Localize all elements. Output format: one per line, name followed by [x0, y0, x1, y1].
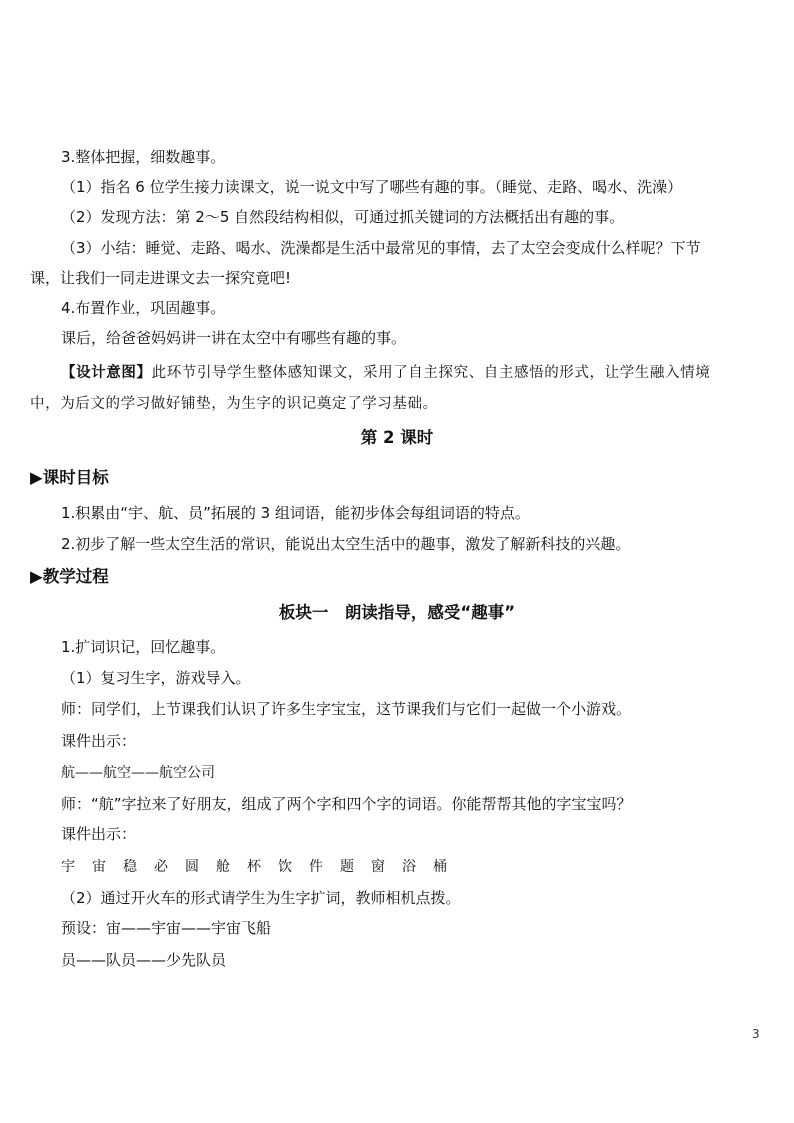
paragraph: （2）发现方法：第 2～5 自然段结构相似，可通过抓关键词的方法概括出有趣的事。: [61, 208, 625, 226]
process-heading: ▶教学过程: [30, 567, 109, 586]
step-3-heading: 3.整体把握，细数趣事。: [61, 148, 226, 166]
design-intent-text: 此环节引导学生整体感知课文，采用了自主探究、自主感悟的形式，让学生融入情境: [151, 365, 711, 381]
paragraph: （1）指名 6 位学生接力读课文，说一说文中写了哪些有趣的事。（睡觉、走路、喝水、洗澡）: [61, 178, 683, 196]
paragraph: 课件出示：: [61, 732, 137, 750]
paragraph: 师：“航”字拉来了好朋友，组成了两个字和四个字的词语。你能帮帮其他的字宝宝吗？: [61, 795, 632, 813]
goal-item: 1.积累由“宇、航、员”拓展的 3 组词语，能初步体会每组词语的特点。: [61, 504, 530, 522]
paragraph: 课件出示：: [61, 825, 137, 843]
goals-heading: ▶课时目标: [30, 468, 109, 487]
paragraph: （3）小结：睡觉、走路、喝水、洗澡都是生活中最常见的事情，去了太空会变成什么样呢？下节: [61, 239, 701, 257]
paragraph: （1）复习生字，游戏导入。: [61, 669, 251, 687]
paragraph: 课后，给爸爸妈妈讲一讲在太空中有哪些有趣的事。: [61, 329, 407, 347]
design-intent: [61, 362, 710, 384]
page-number: 3: [752, 1027, 760, 1041]
slide-example: 航——航空——航空公司: [61, 765, 215, 781]
step-4-heading: 4.布置作业，巩固趣事。: [61, 299, 226, 317]
paragraph: 预设：宙——宇宙——宇宙飞船: [61, 919, 272, 937]
paragraph: 1.扩词识记，回忆趣事。: [61, 638, 226, 656]
paragraph: 师：同学们，上节课我们认识了许多生字宝宝，这节课我们与它们一起做一个小游戏。: [61, 700, 632, 718]
design-intent-continued: 中，为后文的学习做好铺垫，为生字的识记奠定了学习基础。: [30, 396, 438, 412]
block-title: 板块一 朗读指导，感受“趣事”: [278, 603, 516, 622]
paragraph: 员——队员——少先队员: [61, 951, 227, 969]
design-intent-tag: 【设计意图】: [61, 364, 152, 381]
character-list: 宇宙稳必圆舱杯饮件题窗浴桶: [61, 859, 464, 875]
paragraph: 课，让我们一同走进课文去一探究竟吧!: [30, 269, 292, 287]
paragraph: （2）通过开火车的形式请学生为生字扩词，教师相机点拨。: [61, 889, 461, 907]
goal-item: 2.初步了解一些太空生活的常识，能说出太空生活中的趣事，激发了解新科技的兴趣。: [61, 535, 631, 553]
lesson-title: 第 2 课时: [360, 428, 434, 447]
